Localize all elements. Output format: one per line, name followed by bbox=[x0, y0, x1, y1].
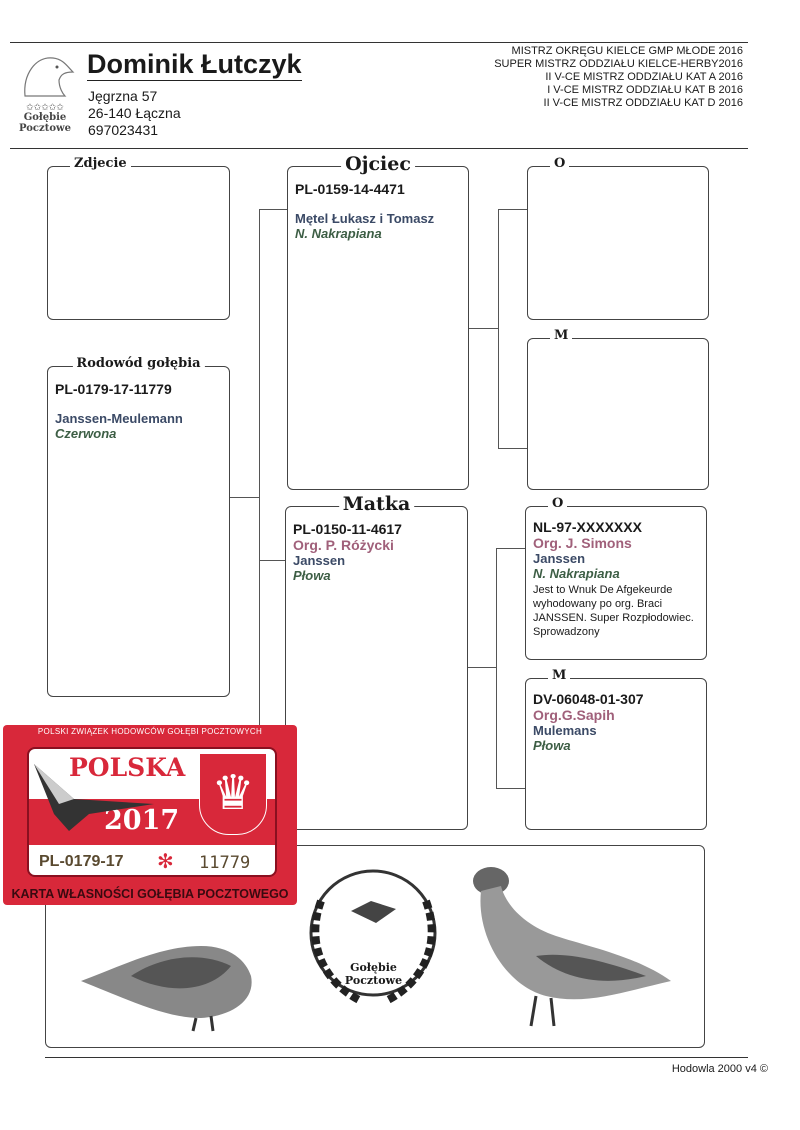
card-border-text: POLSKI ZWIĄZEK HODOWCÓW GOŁĘBI POCZTOWYCH bbox=[37, 727, 263, 736]
color: Płowa bbox=[533, 738, 571, 753]
box-title: Ojciec bbox=[341, 153, 415, 175]
ring-number: PL-0159-14-4471 bbox=[295, 181, 405, 197]
address-line: Jęgrzna 57 bbox=[88, 88, 158, 104]
card-separator: ✻ bbox=[157, 851, 174, 873]
mother-box bbox=[285, 493, 468, 830]
father-father-box bbox=[527, 156, 709, 320]
emblem bbox=[291, 861, 456, 1041]
ring-number: NL-97-XXXXXXX bbox=[533, 519, 642, 535]
connector bbox=[469, 328, 498, 329]
connector bbox=[498, 209, 527, 210]
eagle-emblem-icon: ♛ bbox=[199, 753, 267, 835]
connector bbox=[230, 497, 259, 498]
logo-text: Gołębie bbox=[23, 112, 67, 123]
card-ring-number: 11779 bbox=[199, 853, 251, 873]
breed: Mulemans bbox=[533, 723, 597, 738]
breed: Janssen bbox=[533, 551, 586, 566]
achievement: SUPER MISTRZ ODDZIAŁU KIELCE-HERBY2016 bbox=[494, 58, 743, 70]
box-title: M bbox=[548, 668, 570, 683]
mother-mother-box bbox=[525, 668, 707, 830]
connector bbox=[496, 548, 497, 788]
achievement: I V-CE MISTRZ ODDZIAŁU KAT B 2016 bbox=[547, 84, 743, 96]
achievements bbox=[494, 45, 743, 110]
card-year: 2017 bbox=[104, 805, 180, 836]
color: Czerwona bbox=[55, 426, 117, 441]
ring-number: PL-0179-17-11779 bbox=[55, 381, 172, 397]
ring-number: PL-0150-11-4617 bbox=[293, 521, 402, 537]
color: N. Nakrapiana bbox=[533, 566, 620, 581]
card-country: POLSKA bbox=[69, 753, 186, 782]
father-box bbox=[287, 153, 469, 490]
box-title: Rodowód gołębia bbox=[72, 356, 204, 371]
bird-box bbox=[47, 356, 230, 697]
breeder: Mętel Łukasz i Tomasz bbox=[295, 211, 435, 226]
ownership-card bbox=[3, 725, 297, 905]
pigeon-flying-icon bbox=[29, 759, 159, 834]
note: Jest to Wnuk De Afgekeurde wyhodowany po org. Braci JANSSEN. Super Rozpłodowiec. Sprowadzony bbox=[533, 584, 694, 638]
achievement: II V-CE MISTRZ ODDZIAŁU KAT D 2016 bbox=[543, 97, 743, 109]
logo bbox=[10, 50, 80, 142]
connector bbox=[498, 209, 499, 449]
box-title: O bbox=[548, 496, 567, 511]
box-title: O bbox=[550, 156, 569, 171]
color: N. Nakrapiana bbox=[295, 226, 382, 241]
footer-text: Hodowla 2000 v4 © bbox=[671, 1063, 768, 1075]
address-line: 26-140 Łączna bbox=[88, 105, 181, 121]
achievement: II V-CE MISTRZ ODDZIAŁU KAT A 2016 bbox=[545, 71, 743, 83]
photo-box bbox=[47, 156, 230, 320]
emblem-text: Gołębie bbox=[350, 961, 397, 974]
achievement: MISTRZ OKRĘGU KIELCE GMP MŁODE 2016 bbox=[511, 45, 743, 57]
emblem-text: Pocztowe bbox=[344, 974, 403, 987]
card-caption: KARTA WŁASNOŚCI GOŁĘBIA POCZTOWEGO bbox=[11, 887, 289, 901]
connector bbox=[496, 788, 525, 789]
phone: 697023431 bbox=[88, 122, 159, 138]
connector bbox=[259, 560, 285, 561]
father-mother-box bbox=[527, 328, 709, 490]
logo-stars: ✩✩✩✩✩ bbox=[26, 102, 64, 112]
box-title: Matka bbox=[339, 493, 415, 515]
breeder-contact bbox=[88, 88, 181, 139]
origin: Org. J. Simons bbox=[533, 535, 632, 551]
header-bottom-rule bbox=[10, 148, 748, 149]
breed: Janssen bbox=[293, 553, 346, 568]
color: Płowa bbox=[293, 568, 331, 583]
breed: Janssen-Meulemann bbox=[55, 411, 183, 426]
pigeon-head-icon bbox=[15, 50, 75, 98]
logo-text: Pocztowe bbox=[19, 123, 71, 134]
card-ring-prefix: PL-0179-17 bbox=[39, 853, 124, 870]
ring-number: DV-06048-01-307 bbox=[533, 691, 644, 707]
breeder-name: Dominik Łutczyk bbox=[87, 49, 302, 79]
origin: Org. P. Różycki bbox=[293, 537, 394, 553]
origin: Org.G.Sapih bbox=[533, 707, 615, 723]
connector bbox=[496, 548, 525, 549]
mother-father-box bbox=[525, 496, 707, 660]
connector bbox=[468, 667, 496, 668]
connector bbox=[259, 209, 287, 210]
box-title: M bbox=[550, 328, 572, 343]
pigeon-left-icon bbox=[71, 906, 271, 1036]
box-title: Zdjecie bbox=[70, 156, 131, 171]
laurel-wreath-icon bbox=[291, 861, 456, 1011]
connector bbox=[498, 448, 527, 449]
pigeon-right-icon bbox=[466, 856, 676, 1041]
header-top-rule bbox=[10, 42, 748, 43]
footer-rule bbox=[45, 1057, 748, 1058]
